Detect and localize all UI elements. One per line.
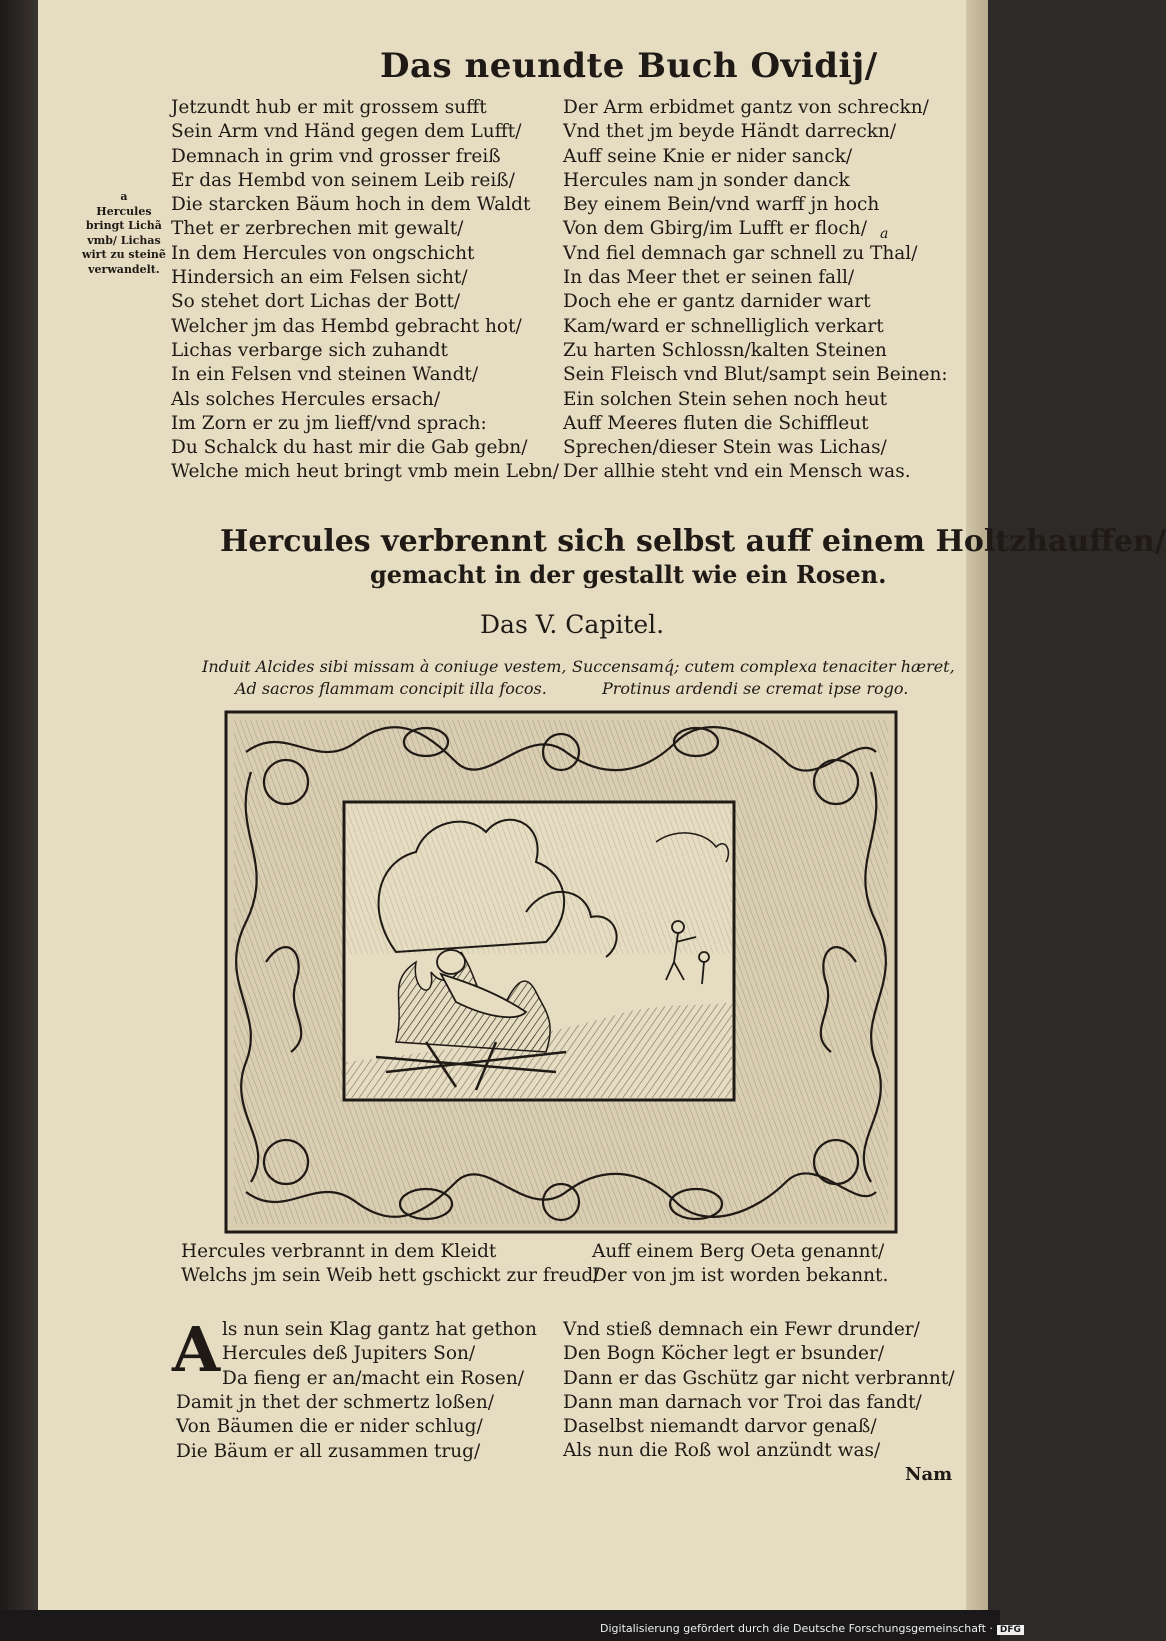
verse-line: Doch ehe er gantz darnider wart [563,291,871,313]
caption-line: Auff einem Berg Oeta genannt/ [592,1241,885,1262]
verse-line: Hercules nam jn sonder danck [563,169,850,191]
verse-line: Hercules deß Jupiters Son/ [222,1343,476,1365]
verse-line: Er das Hembd von seinem Leib reiß/ [171,169,515,191]
book-spine-shadow [0,0,38,1641]
verse-line: Damit jn thet der schmertz loßen/ [176,1392,494,1413]
verse-line: So stehet dort Lichas der Bott/ [171,291,461,313]
verse-line: Sprechen/dieser Stein was Lichas/ [563,437,887,459]
body-column-left [176,1391,494,1464]
verse-line: Vnd fiel demnach gar schnell zu Thal/ [563,242,918,264]
chapter-number: Das V. Capitel. [480,610,665,639]
verse-line: Dann er das Gschütz gar nicht verbrannt/ [563,1367,955,1389]
verse-line: Vnd thet jm beyde Händt darreckn/ [563,121,897,143]
verse-line: Bey einem Bein/vnd warff jn hoch [563,194,880,216]
margin-note-line: vmb/ Lichas [87,233,161,247]
chapter-title-line-2: gemacht in der gestallt wie ein Rosen. [370,560,887,589]
verse-column-top-left [171,96,559,485]
verse-line: Du Schalck du hast mir die Gab gebn/ [171,437,528,459]
running-head: Das neundte Buch Ovidij/ [380,46,878,86]
margin-note-line: verwandelt. [88,262,160,276]
margin-letter-right: a [880,226,889,242]
credit-text: Digitalisierung gefördert durch die Deutsche Forschungsgemeinschaft · [600,1622,993,1635]
verse-line: Sein Arm vnd Händ gegen dem Lufft/ [171,121,522,143]
woodcut-illustration [226,712,896,1232]
verse-line: Die Bäum er all zusammen trug/ [176,1440,481,1462]
body-column-right [563,1318,955,1464]
verse-line: Da fieng er an/macht ein Rosen/ [222,1367,524,1389]
verse-line: Im Zorn er zu jm lieff/vnd sprach: [171,412,487,434]
verse-line: Welcher jm das Hembd gebracht hot/ [171,315,522,337]
verse-line: Hindersich an eim Felsen sicht/ [171,267,468,289]
catchword: Nam [905,1464,953,1485]
initial-letter: A [172,1313,221,1386]
margin-note-line: a [120,190,128,203]
verse-line: ls nun sein Klag gantz hat gethon [222,1319,537,1340]
verse-line: Den Bogn Köcher legt er bsunder/ [563,1343,885,1365]
verse-line: Welche mich heut bringt vmb mein Lebn/ [171,461,560,483]
verse-line: Die starcken Bäum hoch in dem Waldt [171,194,531,216]
latin-epigram-right-1: Succensamq́; cutem complexa tenaciter hæret, [572,657,955,676]
page-edge [966,0,988,1641]
verse-line: Als solches Hercules ersach/ [171,388,441,410]
verse-line: Sein Fleisch vnd Blut/sampt sein Beinen: [563,364,948,386]
caption-line: Welchs jm sein Weib hett gschickt zur freud/ [181,1265,600,1287]
verse-line: Jetzundt hub er mit grossem sufft [171,97,487,118]
margin-note-line: bringt Lichã [85,219,162,232]
latin-epigram-left-1: Induit Alcides sibi missam à coniuge vestem, [202,657,567,676]
latin-epigram-left-2: Ad sacros flammam concipit illa focos. [235,679,547,698]
verse-line: In das Meer thet er seinen fall/ [563,267,855,289]
verse-line: Kam/ward er schnelliglich verkart [563,315,884,337]
body-column-left-indented [222,1318,537,1391]
verse-line: Demnach in grim vnd grosser freiß [171,145,501,167]
chapter-title-line-1: Hercules verbrennt sich selbst auff einem Holtzhauffen/ [220,524,1166,559]
latin-epigram-right-2: Protinus ardendi se cremat ipse rogo. [602,679,909,698]
verse-line: Zu harten Schlossn/kalten Steinen [563,339,887,361]
margin-note-line: wirt zu steinẽ [82,248,166,261]
verse-line: Thet er zerbrechen mit gewalt/ [171,218,464,240]
verse-line: Von dem Gbirg/im Lufft er floch/ [563,218,867,240]
verse-line: Der allhie steht vnd ein Mensch was. [563,461,911,483]
verse-line: In ein Felsen vnd steinen Wandt/ [171,364,479,386]
verse-line: Dann man darnach vor Troi das fandt/ [563,1391,922,1413]
caption-right [592,1240,888,1289]
caption-line: Hercules verbrannt in dem Kleidt [181,1241,497,1262]
margin-note-line: Hercules [96,204,152,218]
caption-line: Der von jm ist worden bekannt. [592,1265,889,1287]
verse-line: Als nun die Roß wol anzündt was/ [563,1440,881,1462]
margin-note [82,190,166,277]
verse-line: Auff Meeres fluten die Schiffleut [563,412,869,434]
dfg-logo: DFG [997,1625,1024,1635]
verse-column-top-right [563,96,948,485]
verse-line: Lichas verbarge sich zuhandt [171,339,448,361]
verse-line: Von Bäumen die er nider schlug/ [176,1416,483,1438]
verse-line: Ein solchen Stein sehen noch heut [563,388,888,410]
verse-line: Der Arm erbidmet gantz von schreckn/ [563,97,929,118]
verse-line: Auff seine Knie er nider sanck/ [563,145,853,167]
caption-left [181,1240,599,1289]
verse-line: In dem Hercules von ongschicht [171,242,475,264]
verse-line: Vnd stieß demnach ein Fewr drunder/ [563,1319,920,1340]
verse-line: Daselbst niemandt darvor genaß/ [563,1416,877,1438]
digitization-credit [600,1622,1024,1635]
